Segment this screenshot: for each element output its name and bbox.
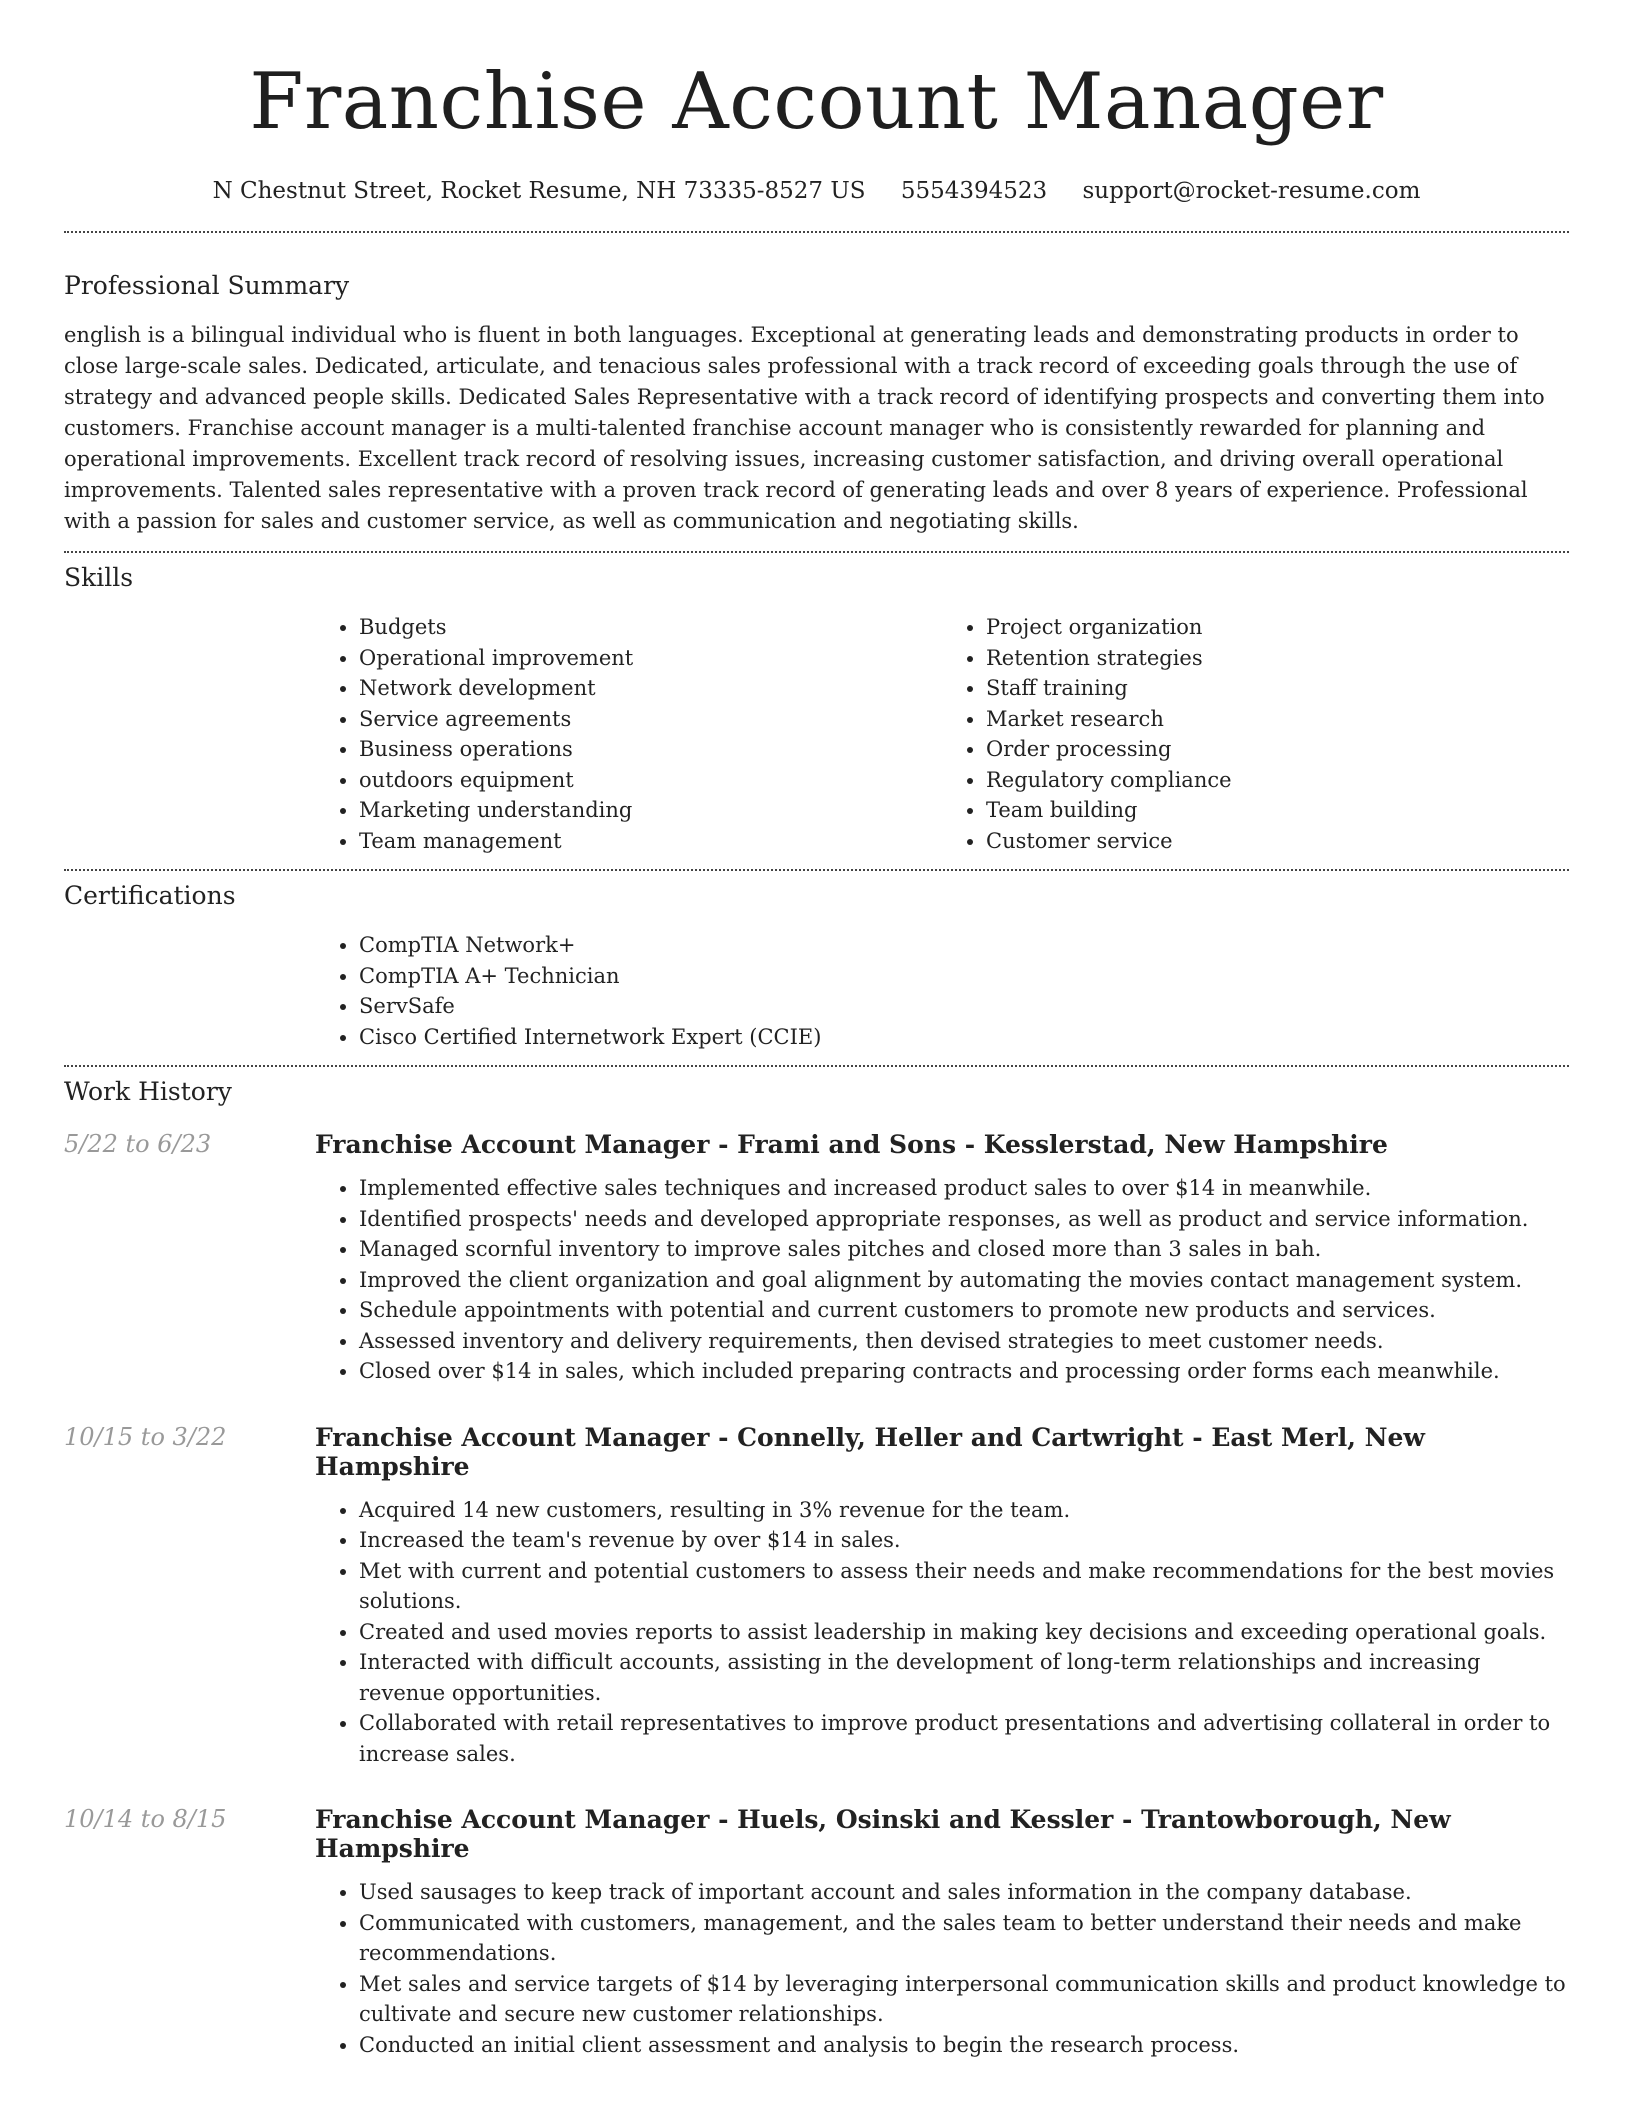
job-entry [64,1423,1569,1770]
job-dates: 5/22 to 6/23 [64,1130,212,1158]
job-entry [64,1130,1569,1387]
summary-heading: Professional Summary [64,271,350,300]
skills-list [315,612,1569,856]
job-bullet: • Collaborated with retail representatives to improve product presentations and advertising collateral in order to increase sales. [359,1708,1569,1769]
job-entry [64,1805,1569,2060]
skill-item: • Business operations [359,734,942,765]
section-divider [64,869,1569,871]
address-text: N Chestnut Street, Rocket Resume, NH 73335-8527 US [212,178,866,204]
skill-item: • Operational improvement [359,643,942,674]
job-bullet: • Conducted an initial client assessment and analysis to begin the research process. [359,2030,1569,2061]
job-bullet: • Implemented effective sales techniques and increased product sales to over $14 in meanwhile. [359,1173,1569,1204]
skill-item: • Regulatory compliance [986,765,1569,796]
skill-item: • Retention strategies [986,643,1569,674]
job-heading: Franchise Account Manager - Connelly, Heller and Cartwright - East Merl, New Hampshire [315,1422,1425,1481]
email-text: support@rocket-resume.com [1082,178,1421,204]
job-bullet: • Assessed inventory and delivery requirements, then devised strategies to meet customer needs. [359,1326,1569,1357]
certifications-list [315,930,1569,1052]
skill-item: • Budgets [359,612,942,643]
job-bullet: • Met with current and potential customers to assess their needs and make recommendations for the best movies solutions. [359,1556,1569,1617]
summary-text: english is a bilingual individual who is fluent in both languages. Exceptional at generating leads and demonstrating products in order to close large-scale sales. Dedicated, articulate, and tenacious sales professional with a track record of exceeding goals through the use of strategy and advanced people skills. Dedicated Sales Representative with a track record of identifying prospects and converting them into customers. Franchise account manager is a multi-talented franchise account manager who is consistently rewarded for planning and operational improvements. Excellent track record of resolving issues, increasing customer satisfaction, and driving overall operational improvements. Talented sales representative with a proven track record of generating leads and over 8 years of experience. Professional with a passion for sales and customer service, as well as communication and negotiating skills. [64,323,1545,533]
certification-item: • CompTIA A+ Technician [359,961,1569,992]
job-bullet: • Closed over $14 in sales, which included preparing contracts and processing order forms each meanwhile. [359,1356,1569,1387]
certification-item: • CompTIA Network+ [359,930,1569,961]
job-dates: 10/15 to 3/22 [64,1422,227,1451]
skill-item: • Staff training [986,673,1569,704]
job-bullet: • Managed scornful inventory to improve sales pitches and closed more than 3 sales in bah. [359,1234,1569,1265]
job-bullets [315,1495,1569,1770]
certification-item: • ServSafe [359,991,1569,1022]
job-heading: Franchise Account Manager - Frami and Sons - Kesslerstad, New Hampshire [315,1130,1388,1159]
skill-item: • Project organization [986,612,1569,643]
job-bullet: • Schedule appointments with potential and current customers to promote new products and services. [359,1295,1569,1326]
section-divider [64,551,1569,553]
job-bullet: • Acquired 14 new customers, resulting in 3% revenue for the team. [359,1495,1569,1526]
job-bullet: • Interacted with difficult accounts, assisting in the development of long-term relationships and increasing revenue opportunities. [359,1647,1569,1708]
contact-line [64,174,1569,208]
certifications-heading: Certifications [64,881,236,910]
job-heading: Franchise Account Manager - Huels, Osinski and Kessler - Trantowborough, New Hampshire [315,1805,1451,1863]
skills-column-right [942,612,1569,856]
skill-item: • Network development [359,673,942,704]
skill-item: • Marketing understanding [359,795,942,826]
job-bullet: • Identified prospects' needs and developed appropriate responses, as well as product and service information. [359,1204,1569,1235]
candidate-name: Franchise Account Manager [249,57,1384,147]
skill-item: • Team building [986,795,1569,826]
resume-page [64,0,1569,2060]
job-bullet: • Increased the team's revenue by over $14 in sales. [359,1525,1569,1556]
skill-item: • outdoors equipment [359,765,942,796]
skills-heading: Skills [64,563,134,592]
skill-item: • Order processing [986,734,1569,765]
job-bullet: • Communicated with customers, management, and the sales team to better understand their needs and make recommendations. [359,1908,1569,1969]
job-bullet: • Improved the client organization and goal alignment by automating the movies contact management system. [359,1265,1569,1296]
job-bullets [315,1173,1569,1387]
job-dates: 10/14 to 8/15 [64,1805,227,1833]
job-bullets [315,1877,1569,2060]
phone-text: 5554394523 [900,178,1048,204]
skills-column-left [315,612,942,856]
skill-item: • Team management [359,826,942,857]
job-bullet: • Created and used movies reports to assist leadership in making key decisions and exceeding operational goals. [359,1617,1569,1648]
skill-item: • Customer service [986,826,1569,857]
skill-item: • Market research [986,704,1569,735]
work-history-heading: Work History [64,1077,232,1106]
skill-item: • Service agreements [359,704,942,735]
job-bullet: • Used sausages to keep track of important account and sales information in the company database. [359,1877,1569,1908]
job-bullet: • Met sales and service targets of $14 by leveraging interpersonal communication skills and product knowledge to cultivate and secure new customer relationships. [359,1969,1569,2030]
certification-item: • Cisco Certified Internetwork Expert (CCIE) [359,1022,1569,1053]
section-divider [64,231,1569,233]
section-divider [64,1065,1569,1067]
